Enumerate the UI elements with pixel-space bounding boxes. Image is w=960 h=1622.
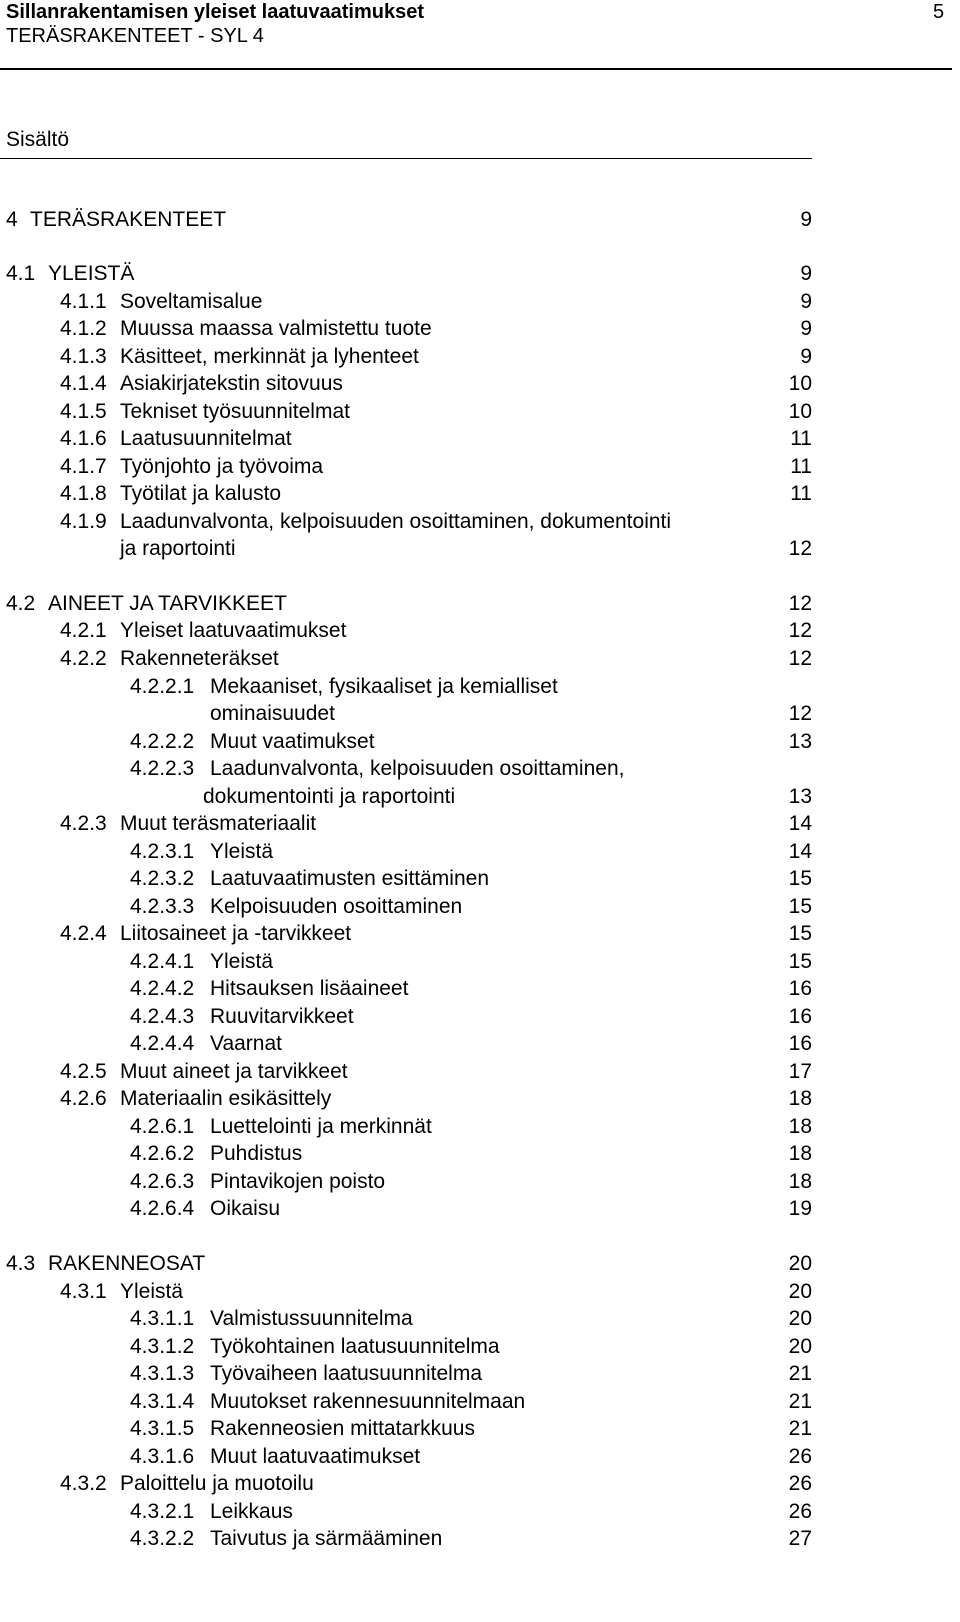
toc-entry-title: Muut vaatimukset [210, 730, 375, 753]
document-title: Sillanrakentamisen yleiset laatuvaatimukset [6, 1, 424, 23]
toc-entry-number: 4.1.9 [60, 510, 107, 533]
toc-entry-title: Työkohtainen laatusuunnitelma [210, 1335, 500, 1358]
toc-entry-title: Muutokset rakennesuunnitelmaan [210, 1390, 526, 1413]
toc-entry [0, 838, 960, 866]
toc-entry [0, 893, 960, 921]
toc-entry-page: 12 [788, 537, 812, 560]
toc-entry-page: 19 [788, 1197, 812, 1220]
toc-entry-title: Ruuvitarvikkeet [210, 1005, 354, 1028]
toc-entry-number: 4.2.6.1 [130, 1115, 195, 1138]
toc-entry-page: 26 [788, 1445, 812, 1468]
toc-entry [0, 948, 960, 976]
toc-entry-page: 9 [800, 290, 812, 313]
toc-entry-number: 4.2.4.3 [130, 1005, 195, 1028]
toc-entry-title: Laatuvaatimusten esittäminen [210, 867, 489, 890]
toc-entry [0, 590, 960, 618]
toc-entry-number: 4.2.6 [60, 1087, 107, 1110]
toc-entry [0, 260, 960, 288]
toc-entry-title: Hitsauksen lisäaineet [210, 977, 409, 1000]
toc-entry-page: 12 [788, 647, 812, 670]
toc-entry-title: Puhdistus [210, 1142, 303, 1165]
toc-entry [0, 700, 960, 728]
toc-entry-title: Valmistussuunnitelma [210, 1307, 413, 1330]
toc-entry [0, 425, 960, 453]
toc-entry-title: Muut laatuvaatimukset [210, 1445, 421, 1468]
toc-entry-number: 4.2.4.4 [130, 1032, 195, 1055]
toc-entry-title: Työtilat ja kalusto [120, 482, 282, 505]
toc-entry-title: Rakenneosien mittatarkkuus [210, 1417, 475, 1440]
toc-entry [0, 1498, 960, 1526]
toc-entry-number: 4.2.6.3 [130, 1170, 195, 1193]
toc-entry [0, 1058, 960, 1086]
toc-entry [0, 755, 960, 783]
toc-entry-title: Muut teräsmateriaalit [120, 812, 317, 835]
toc-entry-title: dokumentointi ja raportointi [203, 785, 456, 808]
toc-entry-page: 11 [790, 427, 812, 450]
toc-entry-page: 9 [800, 208, 812, 231]
toc-entry-title: Asiakirjatekstin sitovuus [120, 372, 343, 395]
toc-entry-page: 12 [788, 619, 812, 642]
document-subtitle: TERÄSRAKENTEET - SYL 4 [6, 25, 264, 47]
toc-entry-page: 12 [788, 592, 812, 615]
toc-entry-title: Laadunvalvonta, kelpoisuuden osoittaminen, dokumentointi [120, 510, 672, 533]
toc-entry-number: 4.2.5 [60, 1060, 107, 1083]
toc-entry-number: 4.1.8 [60, 482, 107, 505]
toc-entry-page: 10 [788, 372, 812, 395]
toc-entry [0, 1003, 960, 1031]
toc-entry-number: 4.1.2 [60, 317, 107, 340]
toc-entry-title: YLEISTÄ [48, 262, 135, 285]
toc-entry [0, 1140, 960, 1168]
toc-entry-page: 14 [788, 812, 812, 835]
toc-entry [0, 370, 960, 398]
toc-entry-number: 4.2.2 [60, 647, 107, 670]
toc-entry-page: 15 [788, 950, 812, 973]
toc-entry-title: Yleistä [120, 1280, 184, 1303]
toc-entry-title: AINEET JA TARVIKKEET [48, 592, 287, 615]
toc-entry-title: Yleistä [210, 840, 274, 863]
page-number: 5 [933, 1, 945, 23]
toc-entry-number: 4.1.1 [60, 290, 107, 313]
toc-entry-number: 4.2.2.1 [130, 675, 195, 698]
toc-entry [0, 1360, 960, 1388]
toc-entry-number: 4.3.1.6 [130, 1445, 195, 1468]
toc-entry-title: Paloittelu ja muotoilu [120, 1472, 314, 1495]
toc-entry-page: 12 [788, 702, 812, 725]
toc-entry [0, 1333, 960, 1361]
toc-entry-number: 4.2.1 [60, 619, 107, 642]
toc-entry [0, 206, 960, 234]
toc-entry-page: 18 [788, 1115, 812, 1138]
toc-heading: Sisältö [6, 128, 70, 151]
toc-entry-number: 4.3.2.1 [130, 1500, 195, 1523]
toc-entry-number: 4.2.2.3 [130, 757, 195, 780]
toc-entry-number: 4.3.1.3 [130, 1362, 195, 1385]
toc-entry-page: 13 [788, 730, 812, 753]
toc-entry [0, 810, 960, 838]
toc-entry-number: 4.2 [6, 592, 36, 615]
toc-entry [0, 1443, 960, 1471]
toc-entry [0, 315, 960, 343]
toc-entry-page: 15 [788, 922, 812, 945]
toc-entry [0, 1085, 960, 1113]
toc-entry-number: 4.1.3 [60, 345, 107, 368]
toc-entry-number: 4.3.1.2 [130, 1335, 195, 1358]
toc-entry-page: 13 [788, 785, 812, 808]
toc-entry-number: 4.1.5 [60, 400, 107, 423]
toc-entry-number: 4.3.1 [60, 1280, 107, 1303]
toc-entry-number: 4.1.4 [60, 372, 107, 395]
toc-entry-page: 26 [788, 1472, 812, 1495]
toc-entry [0, 673, 960, 701]
toc-entry [0, 1525, 960, 1553]
toc-entry-page: 20 [788, 1335, 812, 1358]
toc-entry-number: 4.1.7 [60, 455, 107, 478]
toc-entry [0, 1388, 960, 1416]
toc-entry-page: 11 [790, 482, 812, 505]
toc-entry-title: Yleiset laatuvaatimukset [120, 619, 347, 642]
toc-entry [0, 288, 960, 316]
toc-entry [0, 508, 960, 536]
toc-entry-page: 21 [788, 1362, 812, 1385]
toc-entry-page: 10 [788, 400, 812, 423]
toc-entry [0, 645, 960, 673]
toc-entry [0, 1195, 960, 1223]
toc-entry [0, 975, 960, 1003]
toc-entry-title: Oikaisu [210, 1197, 281, 1220]
toc-entry-number: 4.2.4.1 [130, 950, 195, 973]
toc-entry-title: Työnjohto ja työvoima [120, 455, 324, 478]
toc-entry-number: 4.1.6 [60, 427, 107, 450]
toc-entry-number: 4.2.2.2 [130, 730, 195, 753]
toc-entry-number: 4.2.3 [60, 812, 107, 835]
toc-entry [0, 617, 960, 645]
toc-entry-number: 4.3.2.2 [130, 1527, 195, 1550]
toc-entry-title: Työvaiheen laatusuunnitelma [210, 1362, 483, 1385]
toc-entry-page: 16 [788, 977, 812, 1000]
toc-entry [0, 783, 960, 811]
toc-entry [0, 865, 960, 893]
toc-entry-title: Kelpoisuuden osoittaminen [210, 895, 463, 918]
toc-entry [0, 1305, 960, 1333]
toc-entry-number: 4 [6, 208, 18, 231]
toc-entry-title: Soveltamisalue [120, 290, 263, 313]
toc-entry-page: 16 [788, 1032, 812, 1055]
toc-entry-page: 20 [788, 1252, 812, 1275]
toc-entry [0, 1168, 960, 1196]
toc-entry-page: 18 [788, 1170, 812, 1193]
toc-entry-number: 4.2.3.3 [130, 895, 195, 918]
toc-entry-page: 14 [788, 840, 812, 863]
toc-entry-page: 15 [788, 867, 812, 890]
toc-entry [0, 535, 960, 563]
toc-entry-title: Yleistä [210, 950, 274, 973]
toc-entry-page: 17 [788, 1060, 812, 1083]
toc-entry-title: Tekniset työsuunnitelmat [120, 400, 350, 423]
toc-entry-title: Muussa maassa valmistettu tuote [120, 317, 432, 340]
toc-entry-page: 9 [800, 345, 812, 368]
toc-entry [0, 1278, 960, 1306]
toc-entry-page: 21 [788, 1417, 812, 1440]
toc-entry-number: 4.3.1.4 [130, 1390, 195, 1413]
toc-entry-number: 4.3.2 [60, 1472, 107, 1495]
toc-entry-title: Laatusuunnitelmat [120, 427, 292, 450]
toc-entry-page: 18 [788, 1142, 812, 1165]
toc-entry-page: 9 [800, 262, 812, 285]
toc-entry-page: 18 [788, 1087, 812, 1110]
toc-entry [0, 343, 960, 371]
toc-entry-page: 20 [788, 1280, 812, 1303]
toc-entry-page: 9 [800, 317, 812, 340]
toc-entry-title: Taivutus ja särmääminen [210, 1527, 443, 1550]
toc-entry-number: 4.2.4.2 [130, 977, 195, 1000]
toc-entry-page: 20 [788, 1307, 812, 1330]
toc-entry-number: 4.3.1.1 [130, 1307, 195, 1330]
toc-entry-title: Leikkaus [210, 1500, 293, 1523]
toc-entry-title: Pintavikojen poisto [210, 1170, 386, 1193]
toc-entry-title: Mekaaniset, fysikaaliset ja kemialliset [210, 675, 558, 698]
toc-entry [0, 920, 960, 948]
toc-entry-title: Käsitteet, merkinnät ja lyhenteet [120, 345, 419, 368]
toc-entry [0, 728, 960, 756]
toc-entry [0, 1250, 960, 1278]
toc-entry-title: RAKENNEOSAT [48, 1252, 206, 1275]
toc-entry-title: TERÄSRAKENTEET [30, 208, 227, 231]
toc-entry-number: 4.3.1.5 [130, 1417, 195, 1440]
toc-entry-number: 4.2.4 [60, 922, 107, 945]
toc-entry [0, 480, 960, 508]
toc-entry-title: Rakenneteräkset [120, 647, 279, 670]
toc-entry-number: 4.2.6.4 [130, 1197, 195, 1220]
toc-entry [0, 1113, 960, 1141]
toc-entry-page: 27 [788, 1527, 812, 1550]
toc-entry-number: 4.2.3.2 [130, 867, 195, 890]
toc-entry-page: 26 [788, 1500, 812, 1523]
toc-entry-page: 15 [788, 895, 812, 918]
toc-entry-title: ominaisuudet [210, 702, 335, 725]
toc-entry [0, 1030, 960, 1058]
toc-entry-title: Liitosaineet ja -tarvikkeet [120, 922, 352, 945]
toc-entry [0, 1470, 960, 1498]
toc-entry-title: Materiaalin esikäsittely [120, 1087, 332, 1110]
toc-entry-number: 4.2.3.1 [130, 840, 195, 863]
toc-entry [0, 398, 960, 426]
toc-entry-number: 4.1 [6, 262, 36, 285]
toc-entry-title: Vaarnat [210, 1032, 282, 1055]
toc-entry-title: Luettelointi ja merkinnät [210, 1115, 432, 1138]
toc-entry-number: 4.3 [6, 1252, 36, 1275]
toc-entry-number: 4.2.6.2 [130, 1142, 195, 1165]
toc-entry-title: Muut aineet ja tarvikkeet [120, 1060, 348, 1083]
toc-entry-page: 16 [788, 1005, 812, 1028]
toc-entry [0, 453, 960, 481]
toc-entry-title: ja raportointi [120, 537, 236, 560]
toc-entry [0, 1415, 960, 1443]
toc-entry-page: 11 [790, 455, 812, 478]
toc-entry-title: Laadunvalvonta, kelpoisuuden osoittaminen, [210, 757, 625, 780]
toc-entry-page: 21 [788, 1390, 812, 1413]
